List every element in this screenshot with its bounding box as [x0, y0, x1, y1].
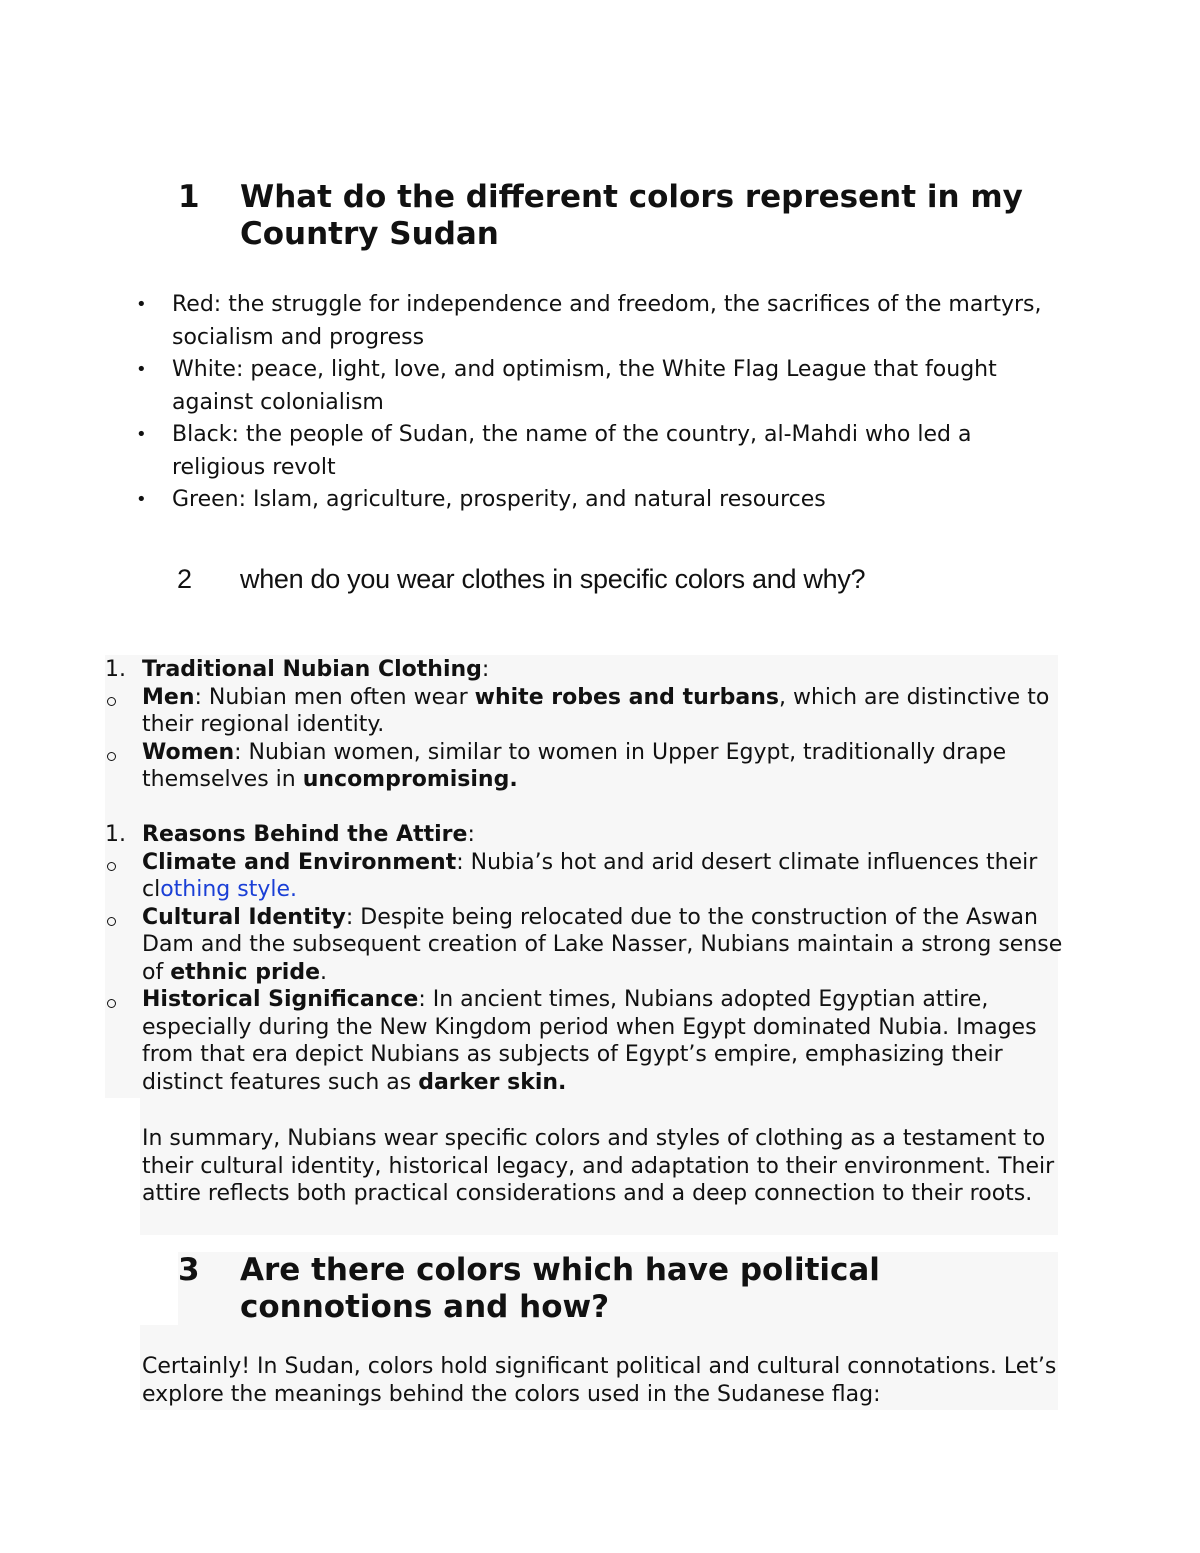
- list-item-text: Green: Islam, agriculture, prosperity, and natural resources: [172, 487, 826, 512]
- item-text: : Nubian women, similar to women in Upper Egypt, traditionally drape themselves in: [142, 739, 1007, 792]
- item-label: Men: [142, 684, 195, 710]
- list-item-text: White: peace, light, love, and optimism, the White Flag League that fought against colonialism: [172, 357, 997, 415]
- hollow-bullet-icon: [107, 999, 116, 1008]
- list-item: [130, 484, 1070, 517]
- bullet-icon: •: [136, 489, 147, 510]
- item-emphasis: ethnic pride: [170, 959, 321, 985]
- attire-section: [105, 656, 1065, 1096]
- numbered-item: [105, 656, 1065, 684]
- item-label: Cultural Identity: [142, 904, 346, 930]
- item-emphasis: darker skin.: [418, 1069, 567, 1095]
- item-emphasis: uncompromising.: [302, 767, 518, 792]
- clothing-style-link[interactable]: othing style.: [160, 877, 298, 902]
- numbered-item: [105, 821, 1065, 849]
- list-item: [130, 354, 1070, 419]
- list-item-text: Red: the struggle for independence and freedom, the sacrifices of the martyrs, socialism and progress: [172, 292, 1042, 350]
- bullet-icon: •: [136, 359, 147, 380]
- hollow-bullet-icon: [107, 917, 116, 926]
- item-text: : Despite being relocated due to the construction of the Aswan Dam and the subsequent creation of Lake Nasser, Nubians maintain a strong sense of: [142, 904, 1063, 985]
- item-text: : Nubian men often wear: [194, 684, 475, 710]
- section-1-number: 1: [178, 179, 200, 215]
- sub-list-item: [105, 849, 1065, 904]
- item-label: Women: [142, 739, 235, 765]
- item-text: : Nubia’s hot and arid desert climate influences their cl: [142, 849, 1038, 902]
- item-label: Historical Significance: [142, 987, 419, 1012]
- section-3-title: Are there colors which have political connotions and how?: [240, 1252, 880, 1325]
- hollow-bullet-icon: [107, 862, 116, 871]
- list-number: 1.: [105, 657, 126, 682]
- hollow-bullet-icon: [107, 752, 116, 761]
- sub-list-item: [105, 904, 1065, 987]
- list-item-text: Black: the people of Sudan, the name of the country, al-Mahdi who led a religious revolt: [172, 422, 972, 480]
- section-2-title: when do you wear clothes in specific colors and why?: [240, 564, 866, 594]
- bullet-icon: •: [136, 424, 147, 445]
- item-emphasis: white robes and turbans: [474, 684, 779, 710]
- section-3-number: 3: [178, 1252, 200, 1288]
- item-text: : In ancient times, Nubians adopted Egyptian attire, especially during the New Kingdom period when Egypt dominated Nubia. Images from that era depict Nubians as subjects of Egypt’s empire, emphasizing their distinct features such as: [142, 987, 1037, 1095]
- item-heading-colon: :: [467, 822, 475, 847]
- item-text: , which are distinctive to their regional identity.: [142, 684, 1050, 737]
- list-item: [130, 289, 1070, 354]
- sub-list-item: [105, 986, 1065, 1096]
- bullet-icon: •: [136, 294, 147, 315]
- hollow-bullet-icon: [107, 697, 116, 706]
- section-1-title: What do the different colors represent in my Country Sudan: [240, 179, 1023, 252]
- section-3-paragraph: Certainly! In Sudan, colors hold significant political and cultural connotations. Let’s explore the meanings behind the colors used in the Sudanese flag:: [142, 1354, 1057, 1407]
- section-2-number: 2: [177, 564, 193, 594]
- list-item: [130, 419, 1070, 484]
- summary-paragraph: In summary, Nubians wear specific colors and styles of clothing as a testament to their cultural identity, historical legacy, and adaptation to their environment. Their attire reflects both practical considerations and a deep connection to their roots.: [142, 1126, 1055, 1206]
- sub-list-item: [105, 684, 1065, 739]
- color-meanings-list: [130, 289, 1070, 517]
- list-number: 1.: [105, 822, 126, 847]
- item-heading-colon: :: [481, 657, 490, 682]
- sub-list-item: [105, 739, 1065, 794]
- item-text: .: [320, 959, 328, 985]
- item-heading: Traditional Nubian Clothing: [142, 657, 482, 682]
- item-label: Climate and Environment: [142, 849, 457, 875]
- item-heading: Reasons Behind the Attire: [142, 822, 468, 847]
